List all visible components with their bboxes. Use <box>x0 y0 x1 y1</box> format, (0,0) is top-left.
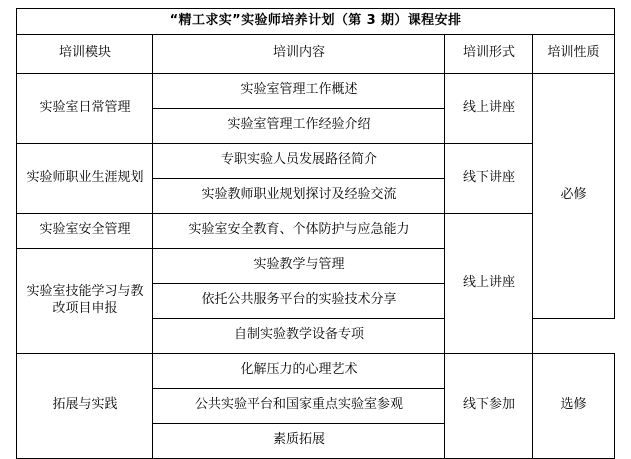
content-cell: 专职实验人员发展路径简介 <box>153 143 445 178</box>
table-header-row <box>17 34 614 73</box>
content-cell: 化解压力的心理艺术 <box>153 353 445 388</box>
content-cell: 实验教学与管理 <box>153 248 445 283</box>
content-cell: 依托公共服务平台的实验技术分享 <box>153 283 445 318</box>
title-row <box>17 9 614 35</box>
column-header-content: 培训内容 <box>153 34 445 73</box>
table-row <box>17 73 614 108</box>
column-header-module: 培训模块 <box>17 34 153 73</box>
content-cell: 公共实验平台和国家重点实验室参观 <box>153 388 445 423</box>
module-cell: 拓展与实践 <box>17 353 153 458</box>
column-header-nature: 培训性质 <box>533 34 614 73</box>
content-cell: 素质拓展 <box>153 423 445 458</box>
column-header-form: 培训形式 <box>445 34 533 73</box>
form-cell: 线下讲座 <box>445 143 533 213</box>
content-cell: 实验教师职业规划探讨及经验交流 <box>153 178 445 213</box>
table-row <box>17 353 614 388</box>
content-cell: 实验室管理工作概述 <box>153 73 445 108</box>
content-cell: 实验室管理工作经验介绍 <box>153 108 445 143</box>
document-page <box>0 8 631 448</box>
nature-cell: 必修 <box>533 73 614 318</box>
form-cell: 线上讲座 <box>445 213 533 353</box>
course-schedule-table <box>16 8 614 459</box>
table-row <box>17 143 614 178</box>
nature-cell: 选修 <box>533 353 614 458</box>
form-cell: 线下参加 <box>445 353 533 458</box>
page-title: “精工求实”实验师培养计划（第 3 期）课程安排 <box>17 9 614 35</box>
table-row <box>17 213 614 248</box>
module-cell: 实验室日常管理 <box>17 73 153 143</box>
content-cell: 自制实验教学设备专项 <box>153 318 445 353</box>
content-cell: 实验室安全教育、个体防护与应急能力 <box>153 213 445 248</box>
form-cell: 线上讲座 <box>445 73 533 143</box>
module-cell: 实验室安全管理 <box>17 213 153 248</box>
module-cell: 实验师职业生涯规划 <box>17 143 153 213</box>
module-cell: 实验室技能学习与教改项目申报 <box>17 248 153 353</box>
